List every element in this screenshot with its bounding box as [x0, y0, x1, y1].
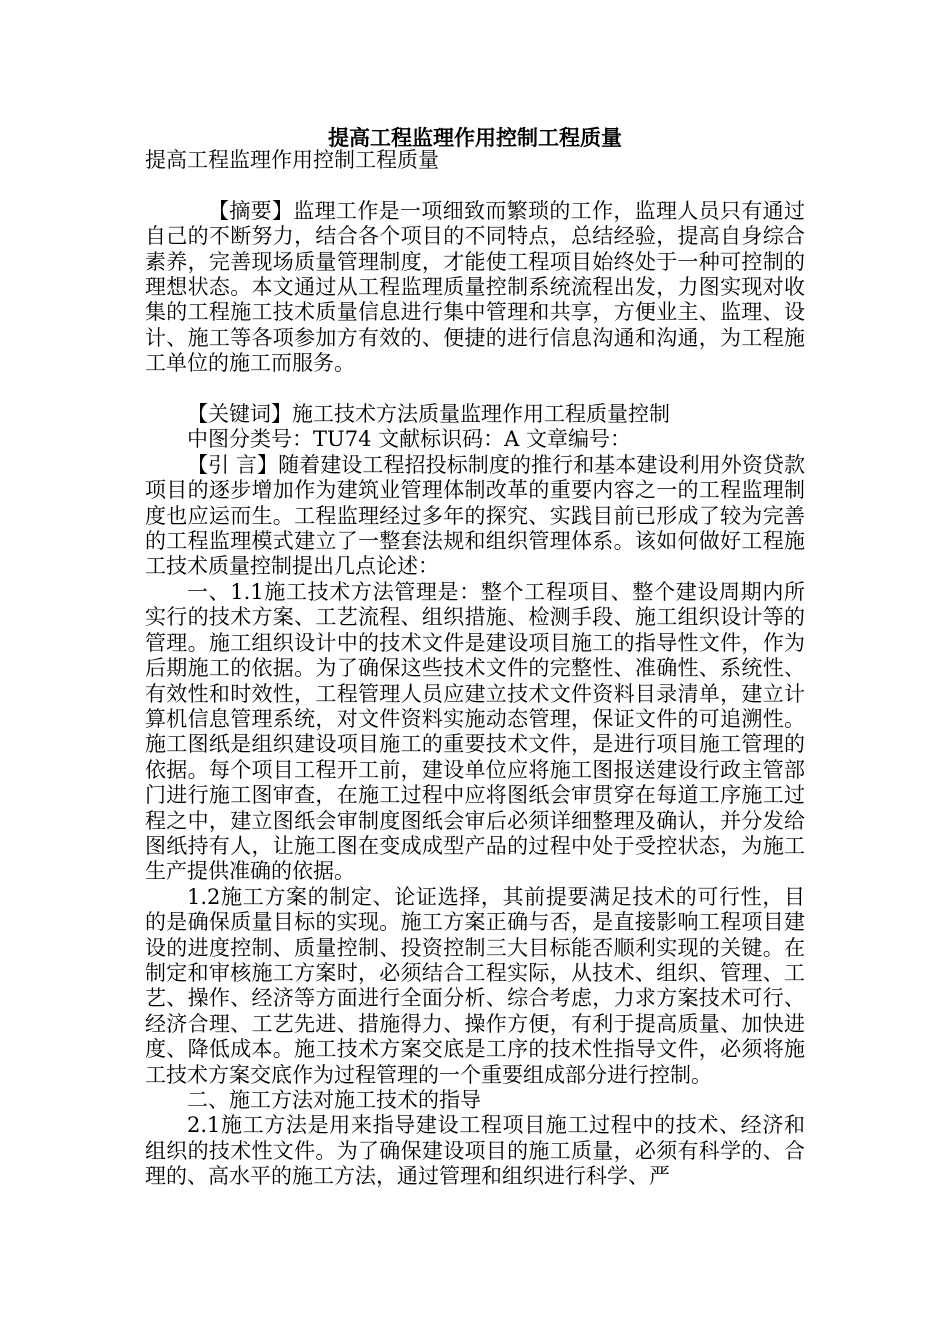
section-1-2-paragraph: 1.2施工方案的制定、论证选择，其前提要满足技术的可行性，目的是确保质量目标的实现。施工方案正确与否，是直接影响工程项目建设的进度控制、质量控制、投资控制三大目标能否顺利实现的关键。在制定和审核施工方案时，必须结合工程实际，从技术、组织、管理、工艺、操作、经济等方面进行全面分析、综合考虑，力求方案技术可行、经济合理、工艺先进、措施得力、操作方便，有利于提高质量、加快进度、降低成本。施工技术方案交底是工序的技术性指导文件，必须将施工技术方案交底作为过程管理的一个重要组成部分进行控制。: [145, 884, 805, 1087]
blank-line: [145, 173, 805, 198]
blank-line: [145, 377, 805, 402]
section-2-1-paragraph: 2.1施工方法是用来指导建设工程项目施工过程中的技术、经济和组织的技术性文件。为了确保建设项目的施工质量，必须有科学的、合理的、高水平的施工方法，通过管理和组织进行科学、严: [145, 1113, 805, 1189]
document-subtitle: 提高工程监理作用控制工程质量: [145, 148, 439, 172]
keywords-line: 【关键词】施工技术方法质量监理作用工程质量控制: [187, 402, 670, 427]
document-body: [145, 148, 805, 1190]
section-2-heading: 二、施工方法对施工技术的指导: [187, 1088, 481, 1112]
introduction-paragraph: 【引 言】随着建设工程招投标制度的推行和基本建设利用外资贷款项目的逐步增加作为建筑业管理体制改革的重要内容之一的工程监理制度也应运而生。工程监理经过多年的探究、实践目前已形成了较为完善的工程监理模式建立了一整套法规和组织管理体系。该如何做好工程施工技术质量控制提出几点论述：: [145, 452, 805, 579]
classification-line: 中图分类号：TU74 文献标识码：A 文章编号：: [187, 427, 631, 452]
abstract-paragraph: 【摘要】监理工作是一项细致而繁琐的工作，监理人员只有通过自己的不断努力，结合各个项目的不同特点，总结经验，提高自身综合素养，完善现场质量管理制度，才能使工程项目始终处于一种可控制的理想状态。本文通过从工程监理质量控制系统流程出发，力图实现对收集的工程施工技术质量信息进行集中管理和共享，方便业主、监理、设计、施工等各项参加方有效的、便捷的进行信息沟通和沟通，为工程施工单位的施工而服务。: [145, 198, 805, 376]
section-1-1-paragraph: 一、1.1施工技术方法管理是：整个工程项目、整个建设周期内所实行的技术方案、工艺流程、组织措施、检测手段、施工组织设计等的管理。施工组织设计中的技术文件是建设项目施工的指导性文件，作为后期施工的依据。为了确保这些技术文件的完整性、准确性、系统性、有效性和时效性，工程管理人员应建立技术文件资料目录清单，建立计算机信息管理系统，对文件资料实施动态管理，保证文件的可追溯性。施工图纸是组织建设项目施工的重要技术文件，是进行项目施工管理的依据。每个项目工程开工前，建设单位应将施工图报送建设行政主管部门进行施工图审查，在施工过程中应将图纸会审贯穿在每道工序施工过程之中，建立图纸会审制度图纸会审后必须详细整理及确认，并分发给图纸持有人，让施工图在变成成型产品的过程中处于受控状态，为施工生产提供准确的依据。: [145, 579, 805, 884]
document-title: 提高工程监理作用控制工程质量: [328, 125, 622, 150]
